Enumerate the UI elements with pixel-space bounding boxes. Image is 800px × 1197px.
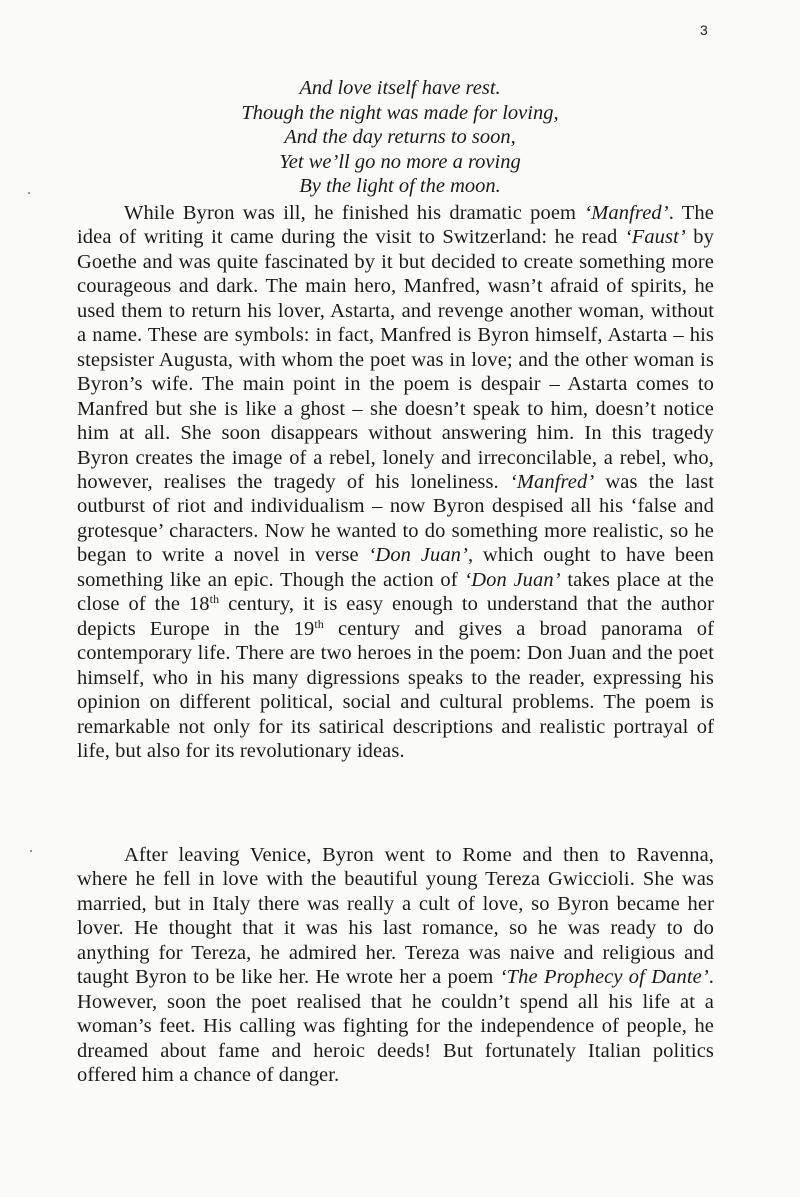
page-number: 3 [700, 22, 708, 38]
poem-stanza [0, 76, 800, 199]
text-run: After leaving Venice, Byron went to Rome and then to Ravenna, where he fell in love with the beautiful young Tereza Gwiccioli. She was married, but in Italy there was really a cult of love, so Byron became her lover. He thought that it was his last romance, so he was ready to do anything for Tereza, he admired her. Tereza was naive and religious and taught Byron to be like her. He wrote her a poem [77, 844, 714, 989]
paragraph-ravenna [77, 843, 714, 1088]
poem-line: By the light of the moon. [299, 175, 501, 198]
poem-line: And the day returns to soon, [284, 126, 516, 149]
text-run: by Goethe and was quite fascinated by it but decided to create something more courageous and dark. The main hero, Manfred, wasn’t afraid of spirits, he used them to return his lover, Astarta, and revenge another woman, without a name. These are symbols: in fact, Manfred is Byron himself, Astarta – his stepsister Augusta, with whom the poet was in love; and the other woman is Byron’s wife. The main point in the poem is despair – Astarta comes to Manfred but she is like a ghost – she doesn’t speak to him, doesn’t notice him at all. She soon disappears without answering him. In this tragedy Byron creates the image of a rebel, lonely and irreconcilable, a rebel, who, however, realises the tragedy of his loneliness. [77, 226, 714, 493]
text-run: While Byron was ill, he finished his dramatic poem [124, 202, 577, 224]
title-prophecy-of-dante: ‘The Prophecy of Dante’ [499, 966, 709, 989]
title-manfred: ‘Manfred’ [584, 202, 669, 224]
paragraph-manfred [77, 201, 714, 763]
text-run: century and gives a broad panorama of contemporary life. There are two heroes in the poem: Don Juan and the poet himself, who in his many digressions speaks to the reader, expressing his opinion on different political, social and cultural problems. The poem is remarkable not only for its satirical descriptions and realistic portrayal of life, but also for its revolutionary ideas. [77, 617, 714, 762]
text-run: century, it is easy enough to understand that the author depicts Europe in the 19 [77, 593, 714, 640]
poem-line: And love itself have rest. [299, 77, 501, 99]
text-run: , which ought to have been something like an epic. Though the action of [77, 544, 714, 591]
text-run: . However, soon the poet realised that he couldn’t spend all his life at a woman’s feet. His calling was fighting for the independence of people, he dreamed about fame and heroic deeds! But fortunately Italian politics offered him a chance of danger. [77, 966, 714, 1087]
scan-speck [30, 850, 32, 852]
poem-line: Though the night was made for loving, [241, 101, 559, 124]
ordinal-suffix: th [209, 592, 220, 607]
title-don-juan: ‘Don Juan’ [464, 568, 561, 591]
title-manfred: ‘Manfred’ [509, 470, 595, 493]
poem-line: Yet we’ll go no more a roving [279, 150, 521, 173]
scan-speck [28, 192, 30, 194]
text-run: . The idea of writing it came during the visit to Switzerland: he read [77, 202, 714, 249]
title-faust: ‘Faust’ [624, 226, 686, 249]
text-run: was the last outburst of riot and individualism – now Byron despised all his ‘false and grotesque’ characters. Now he wanted to do something more realistic, so he began to write a novel in verse [77, 470, 714, 567]
text-run: takes place at the close of the 18 [77, 568, 714, 616]
ordinal-suffix: th [314, 616, 324, 631]
paragraph-text [77, 843, 714, 1088]
title-don-juan: ‘Don Juan’ [368, 544, 468, 567]
paragraph-text [77, 201, 714, 763]
